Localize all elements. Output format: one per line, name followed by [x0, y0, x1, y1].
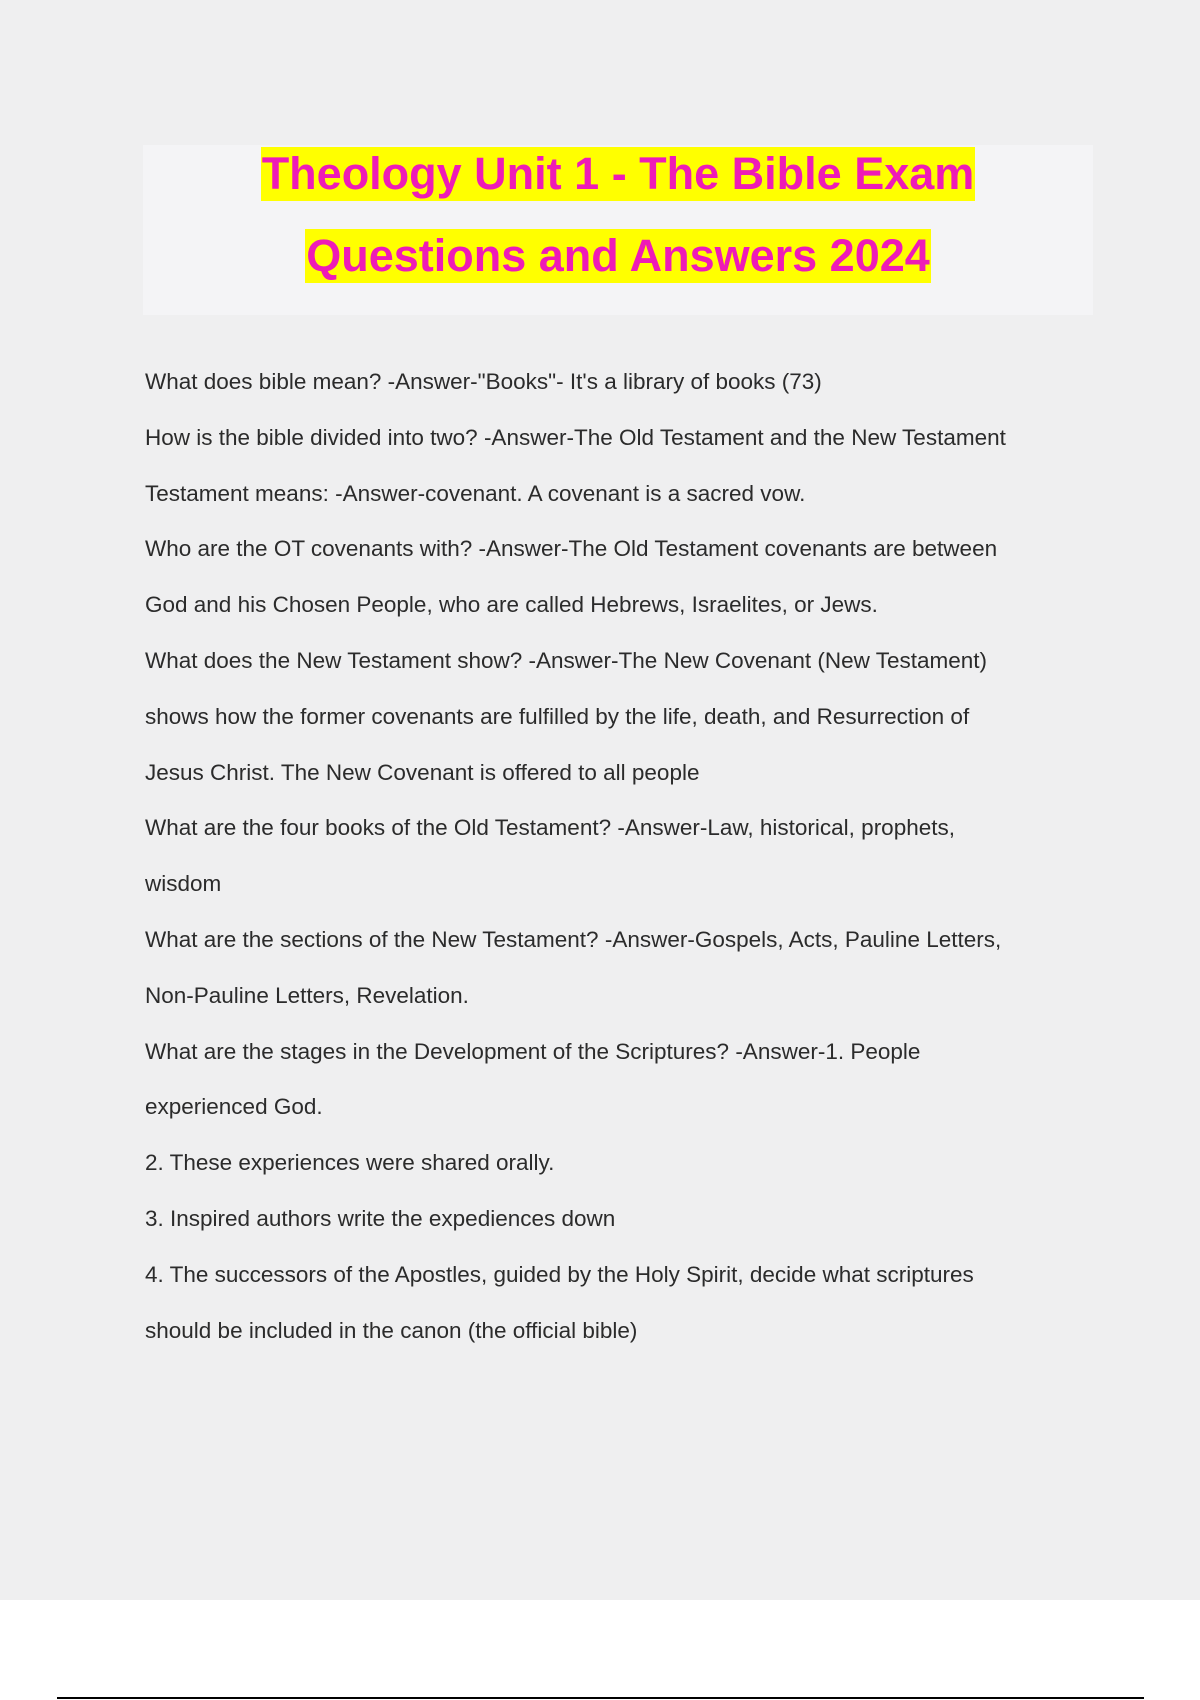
qa-line: should be included in the canon (the official bible) [145, 1317, 638, 1343]
document-title-line-1: Theology Unit 1 - The Bible Exam [261, 148, 975, 199]
qa-line: What are the stages in the Development of the Scriptures? -Answer-1. People [145, 1038, 921, 1064]
qa-line: 2. These experiences were shared orally. [145, 1150, 555, 1176]
qa-line: Non-Pauline Letters, Revelation. [145, 982, 469, 1008]
qa-line: wisdom [145, 871, 222, 897]
qa-line: God and his Chosen People, who are called Hebrews, Israelites, or Jews. [145, 592, 878, 618]
qa-line: shows how the former covenants are fulfilled by the life, death, and Resurrection of [145, 703, 970, 729]
qa-line: Testament means: -Answer-covenant. A covenant is a sacred vow. [145, 480, 806, 506]
document-title-line-2: Questions and Answers 2024 [306, 230, 930, 281]
qa-content [145, 354, 1085, 1358]
qa-line: What are the four books of the Old Testament? -Answer-Law, historical, prophets, [145, 815, 955, 841]
qa-line: What are the sections of the New Testament? -Answer-Gospels, Acts, Pauline Letters, [145, 926, 1002, 952]
qa-line: experienced God. [145, 1094, 323, 1120]
qa-line: What does bible mean? -Answer-"Books"- It's a library of books (73) [145, 369, 822, 394]
page-divider [57, 1697, 1144, 1699]
title-box [143, 145, 1093, 315]
qa-line: What does the New Testament show? -Answer-The New Covenant (New Testament) [145, 647, 988, 673]
qa-line: Jesus Christ. The New Covenant is offered to all people [145, 759, 700, 785]
qa-line: 4. The successors of the Apostles, guided by the Holy Spirit, decide what scriptures [145, 1261, 974, 1287]
qa-line: Who are the OT covenants with? -Answer-The Old Testament covenants are between [145, 536, 998, 562]
qa-line: 3. Inspired authors write the expediences down [145, 1205, 616, 1231]
qa-line: How is the bible divided into two? -Answer-The Old Testament and the New Testament [145, 424, 1006, 450]
